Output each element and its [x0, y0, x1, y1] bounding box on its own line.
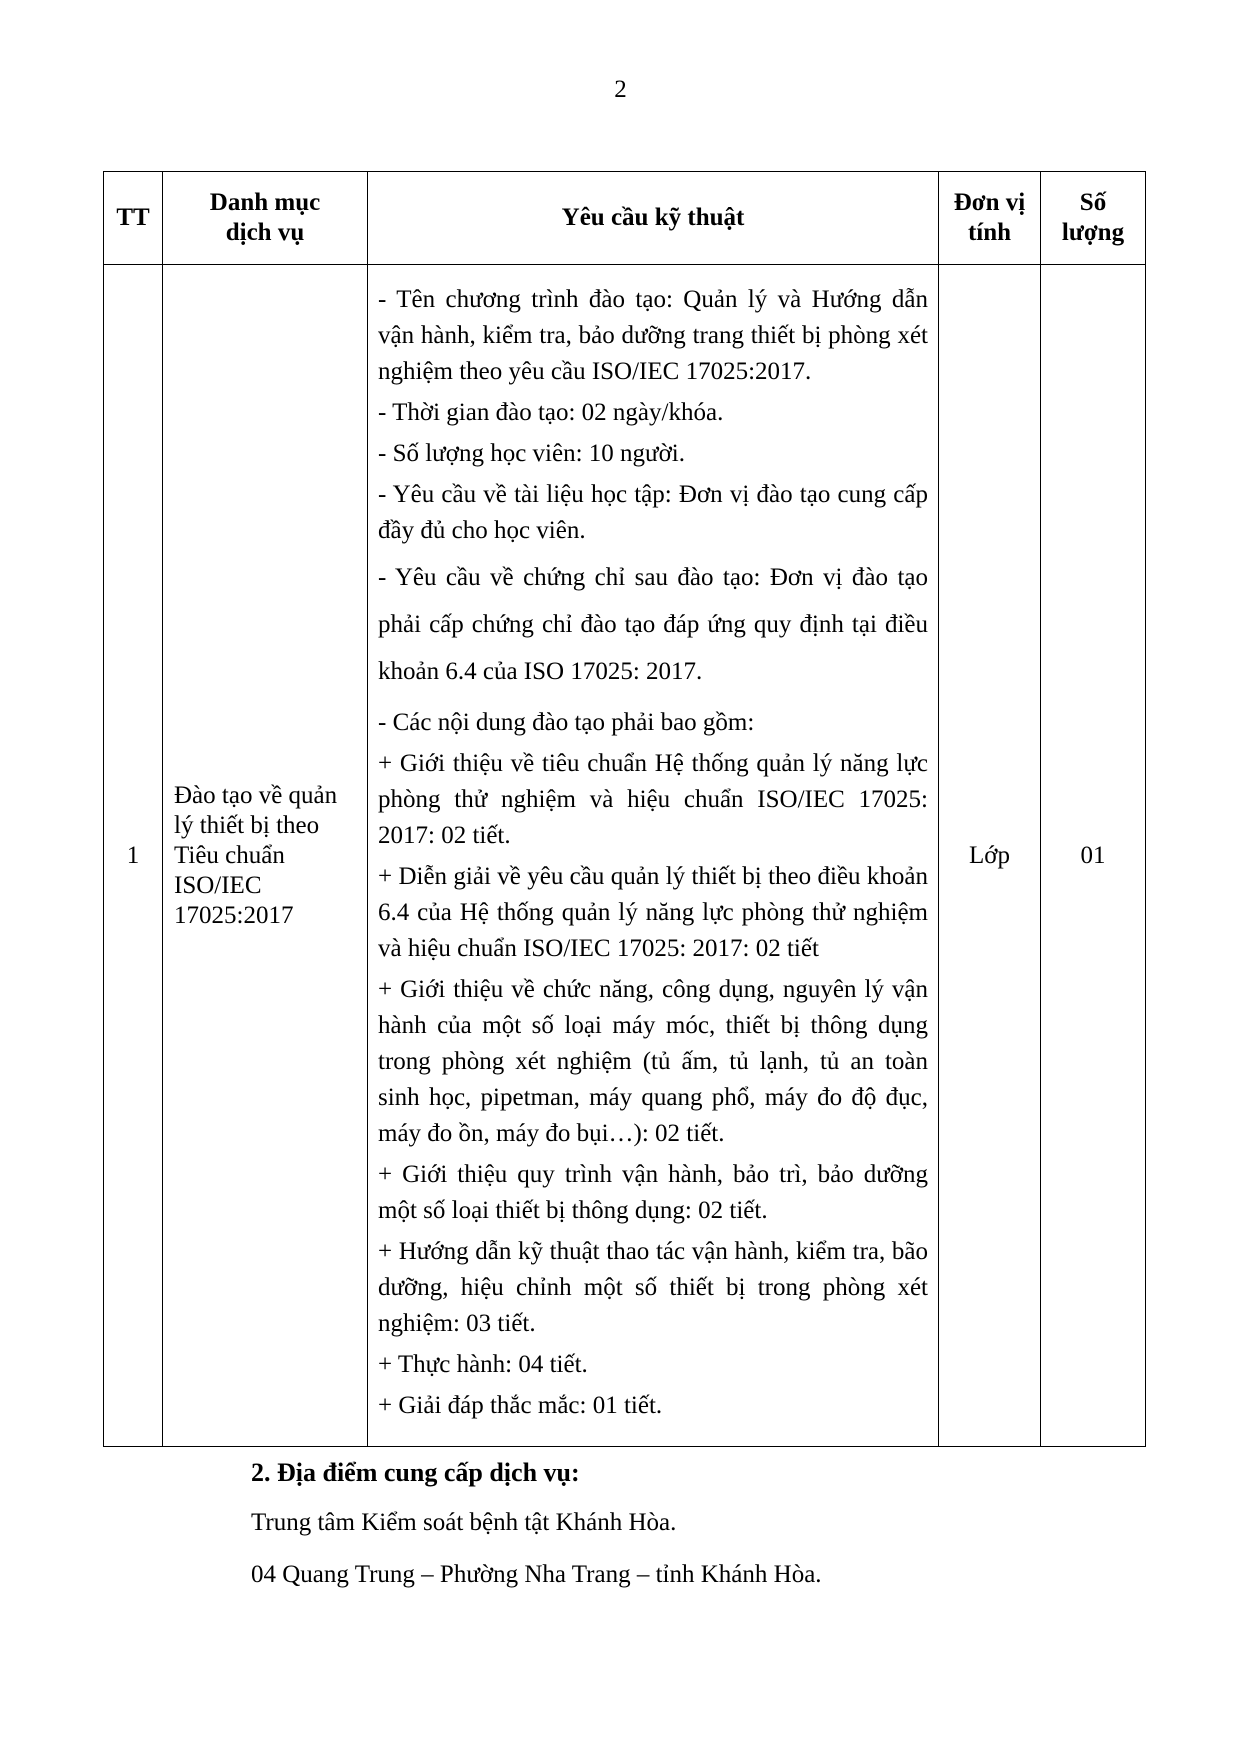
requirement-item: + Diễn giải về yêu cầu quản lý thiết bị theo điều khoản 6.4 của Hệ thống quản lý năng lực phòng thử nghiệm và hiệu chuẩn ISO/IEC 17025: 2017: 02 tiết: [378, 863, 928, 962]
requirement-item: - Các nội dung đào tạo phải bao gồm:: [378, 709, 755, 736]
section-2-title: 2. Địa điểm cung cấp dịch vụ:: [251, 1458, 580, 1487]
header-category-line2: dịch vụ: [225, 219, 305, 246]
requirement-item: + Thực hành: 04 tiết.: [378, 1351, 588, 1378]
header-quantity: [1041, 172, 1146, 265]
requirement-item: + Giới thiệu về chức năng, công dụng, nguyên lý vận hành của một số loại máy móc, thiết bị thông dụng trong phòng xét nghiệm (tủ ấm, tủ lạnh, tủ an toàn sinh học, pipetman, máy quang phổ, máy đo độ đục, máy đo ồn, máy đo bụi…): 02 tiết.: [378, 976, 928, 1147]
header-quantity-line2: lượng: [1061, 219, 1125, 246]
header-category-line1: Danh mục: [209, 189, 321, 216]
service-table: [103, 171, 1146, 1447]
section-2-line2: 04 Quang Trung – Phường Nha Trang – tỉnh Khánh Hòa.: [251, 1561, 822, 1588]
section-2: [251, 1453, 1051, 1592]
requirement-item: - Số lượng học viên: 10 người.: [378, 440, 685, 467]
requirement-item: - Yêu cầu về chứng chỉ sau đào tạo: Đơn vị đào tạo phải cấp chứng chỉ đào tạo đáp ứng quy định tại điều khoản 6.4 của ISO 17025: 2017.: [378, 564, 928, 685]
header-unit-line1: Đơn vị: [953, 189, 1026, 216]
requirement-item: + Giải đáp thắc mắc: 01 tiết.: [378, 1392, 663, 1419]
requirement-item: + Giới thiệu về tiêu chuẩn Hệ thống quản lý năng lực phòng thử nghiệm và hiệu chuẩn ISO/IEC 17025: 2017: 02 tiết.: [378, 750, 928, 849]
header-unit: [939, 172, 1041, 265]
row-requirements: [368, 265, 939, 1447]
page-number: 2: [614, 76, 627, 103]
row-unit: Lớp: [939, 265, 1041, 1447]
header-quantity-line1: Số: [1079, 189, 1107, 216]
table-header-row: [104, 172, 1146, 265]
requirement-item: - Thời gian đào tạo: 02 ngày/khóa.: [378, 399, 724, 426]
requirement-item: - Yêu cầu về tài liệu học tập: Đơn vị đào tạo cung cấp đầy đủ cho học viên.: [378, 481, 928, 544]
requirement-item: - Tên chương trình đào tạo: Quản lý và Hướng dẫn vận hành, kiểm tra, bảo dưỡng trang thiết bị phòng xét nghiệm theo yêu cầu ISO/IEC 17025:2017.: [378, 286, 928, 385]
section-2-line1: Trung tâm Kiểm soát bệnh tật Khánh Hòa.: [251, 1509, 677, 1536]
header-requirements: Yêu cầu kỹ thuật: [368, 172, 939, 265]
requirement-item: + Hướng dẫn kỹ thuật thao tác vận hành, kiểm tra, bão dưỡng, hiệu chỉnh một số thiết bị trong phòng xét nghiệm: 03 tiết.: [378, 1238, 928, 1337]
header-category: [163, 172, 368, 265]
requirement-item: + Giới thiệu quy trình vận hành, bảo trì, bảo dưỡng một số loại thiết bị thông dụng: 02 tiết.: [378, 1161, 928, 1224]
row-category: Đào tạo về quản lý thiết bị theo Tiêu chuẩn ISO/IEC 17025:2017: [163, 265, 368, 1447]
header-unit-line2: tính: [967, 219, 1012, 246]
table-row: [104, 265, 1146, 1447]
header-tt: TT: [104, 172, 163, 265]
row-tt: 1: [104, 265, 163, 1447]
row-quantity: 01: [1041, 265, 1146, 1447]
